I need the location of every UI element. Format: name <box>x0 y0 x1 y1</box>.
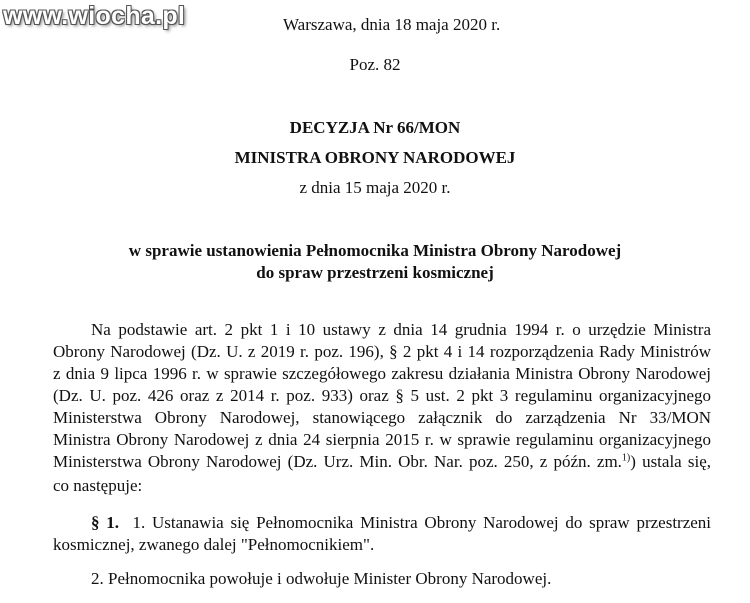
section-1-marker: § 1. <box>91 513 119 532</box>
decision-date: z dnia 15 maja 2020 r. <box>299 178 451 197</box>
section-1-line-2: kosmicznej, zwanego dalej "Pełnomocnikiem". <box>53 535 375 554</box>
preamble-line-3: z dnia 9 lipca 1996 r. w sprawie szczegółowego zakresu działania Ministra Obrony Narodowej <box>53 364 711 383</box>
watermark-logo: www.wiocha.pl <box>3 2 186 30</box>
preamble-line-1: Na podstawie art. 2 pkt 1 i 10 ustawy z dnia 14 grudnia 1994 r. o urzędzie Ministra <box>91 320 711 339</box>
preamble-line-6: Ministra Obrony Narodowej z dnia 24 sierpnia 2015 r. w sprawie regulaminu organizacyjnego <box>53 430 711 449</box>
decision-issuer: MINISTRA OBRONY NARODOWEJ <box>234 148 516 167</box>
preamble-line-8: co następuje: <box>53 476 143 495</box>
subject-line-2: do spraw przestrzeni kosmicznej <box>256 263 494 282</box>
preamble-line-7 <box>53 451 711 473</box>
section-1-text: 1. Ustanawia się Pełnomocnika Ministra Obrony Narodowej do spraw przestrzeni <box>132 513 712 532</box>
section-1-line-1 <box>91 512 711 534</box>
preamble-line-7-text: Ministerstwa Obrony Narodowej (Dz. Urz. Min. Obr. Nar. poz. 250, z późn. zm. <box>53 452 622 471</box>
section-2-line: 2. Pełnomocnika powołuje i odwołuje Minister Obrony Narodowej. <box>91 569 552 588</box>
place-date: Warszawa, dnia 18 maja 2020 r. <box>283 15 501 34</box>
footnote-mark: 1) <box>621 452 631 464</box>
preamble-line-5: Ministerstwa Obrony Narodowej, stanowiącego załącznik do zarządzenia Nr 33/MON <box>53 408 711 427</box>
decision-title: DECYZJA Nr 66/MON <box>289 118 461 137</box>
preamble-line-7-end: ) ustala się, <box>630 452 711 471</box>
subject-line-1: w sprawie ustanowienia Pełnomocnika Ministra Obrony Narodowej <box>128 241 622 260</box>
preamble-line-4: (Dz. U. poz. 426 oraz z 2014 r. poz. 933) oraz § 5 ust. 2 pkt 3 regulaminu organizacyjnego <box>53 386 711 405</box>
position-number: Poz. 82 <box>349 55 401 74</box>
preamble-line-2: Obrony Narodowej (Dz. U. z 2019 r. poz. 196), § 2 pkt 4 i 14 rozporządzenia Rady Ministrów <box>53 342 711 361</box>
